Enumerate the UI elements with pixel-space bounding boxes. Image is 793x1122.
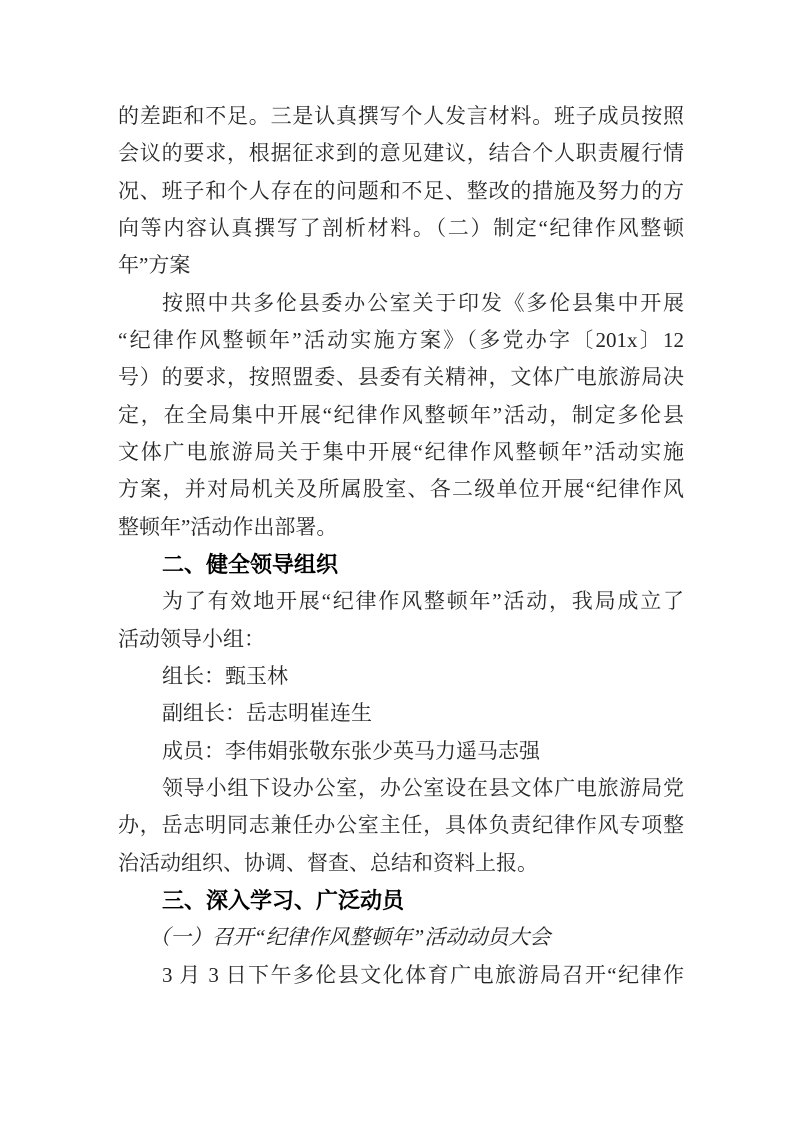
section-heading: 二、健全领导组织 xyxy=(162,551,339,577)
text-line: 治活动组织、协调、督查、总结和资料上报。 xyxy=(118,850,538,875)
text-line: 方案，并对局机关及所属股室、各二级单位开展“纪律作风 xyxy=(118,477,684,502)
text-line: 况、班子和个人存在的问题和不足、整改的措施及努力的方 xyxy=(118,178,684,203)
text-line: 为了有效地开展“纪律作风整顿年”活动，我局成立了 xyxy=(162,589,684,614)
text-line: 会议的要求，根据征求到的意见建议，结合个人职责履行情 xyxy=(118,141,684,166)
text-line: 办，岳志明同志兼任办公室主任，具体负责纪律作风专项整 xyxy=(118,813,684,838)
text-line: 的差距和不足。三是认真撰写个人发言材料。班子成员按照 xyxy=(118,104,684,128)
text-line: 定，在全局集中开展“纪律作风整顿年”活动，制定多伦县 xyxy=(118,402,684,427)
text-line: 年”方案 xyxy=(118,253,191,278)
text-line: 3 月 3 日下午多伦县文化体育广电旅游局召开“纪律作 xyxy=(162,962,684,987)
section-heading: 三、深入学习、广泛动员 xyxy=(162,887,405,913)
text-line: 副组长：岳志明崔连生 xyxy=(162,701,372,726)
document-body xyxy=(118,98,684,994)
text-line: “纪律作风整顿年”活动实施方案》（多党办字〔201x〕12 xyxy=(118,327,684,352)
text-line: 按照中共多伦县委办公室关于印发《多伦县集中开展 xyxy=(162,290,684,315)
text-line: 号）的要求，按照盟委、县委有关精神，文体广电旅游局决 xyxy=(118,365,684,390)
text-line: 领导小组下设办公室，办公室设在县文体广电旅游局党 xyxy=(162,775,684,800)
text-line: 向等内容认真撰写了剖析材料。（二）制定“纪律作风整顿 xyxy=(118,215,684,240)
text-line: 活动领导小组： xyxy=(118,626,265,651)
text-line: 成员：李伟娟张敬东张少英马力遥马志强 xyxy=(162,738,540,763)
text-line: 文体广电旅游局关于集中开展“纪律作风整顿年”活动实施 xyxy=(118,439,684,464)
text-line: 组长：甄玉林 xyxy=(162,663,288,688)
subsection-heading: （一）召开“纪律作风整顿年”活动动员大会 xyxy=(149,925,551,950)
text-line: 整顿年”活动作出部署。 xyxy=(118,514,338,539)
